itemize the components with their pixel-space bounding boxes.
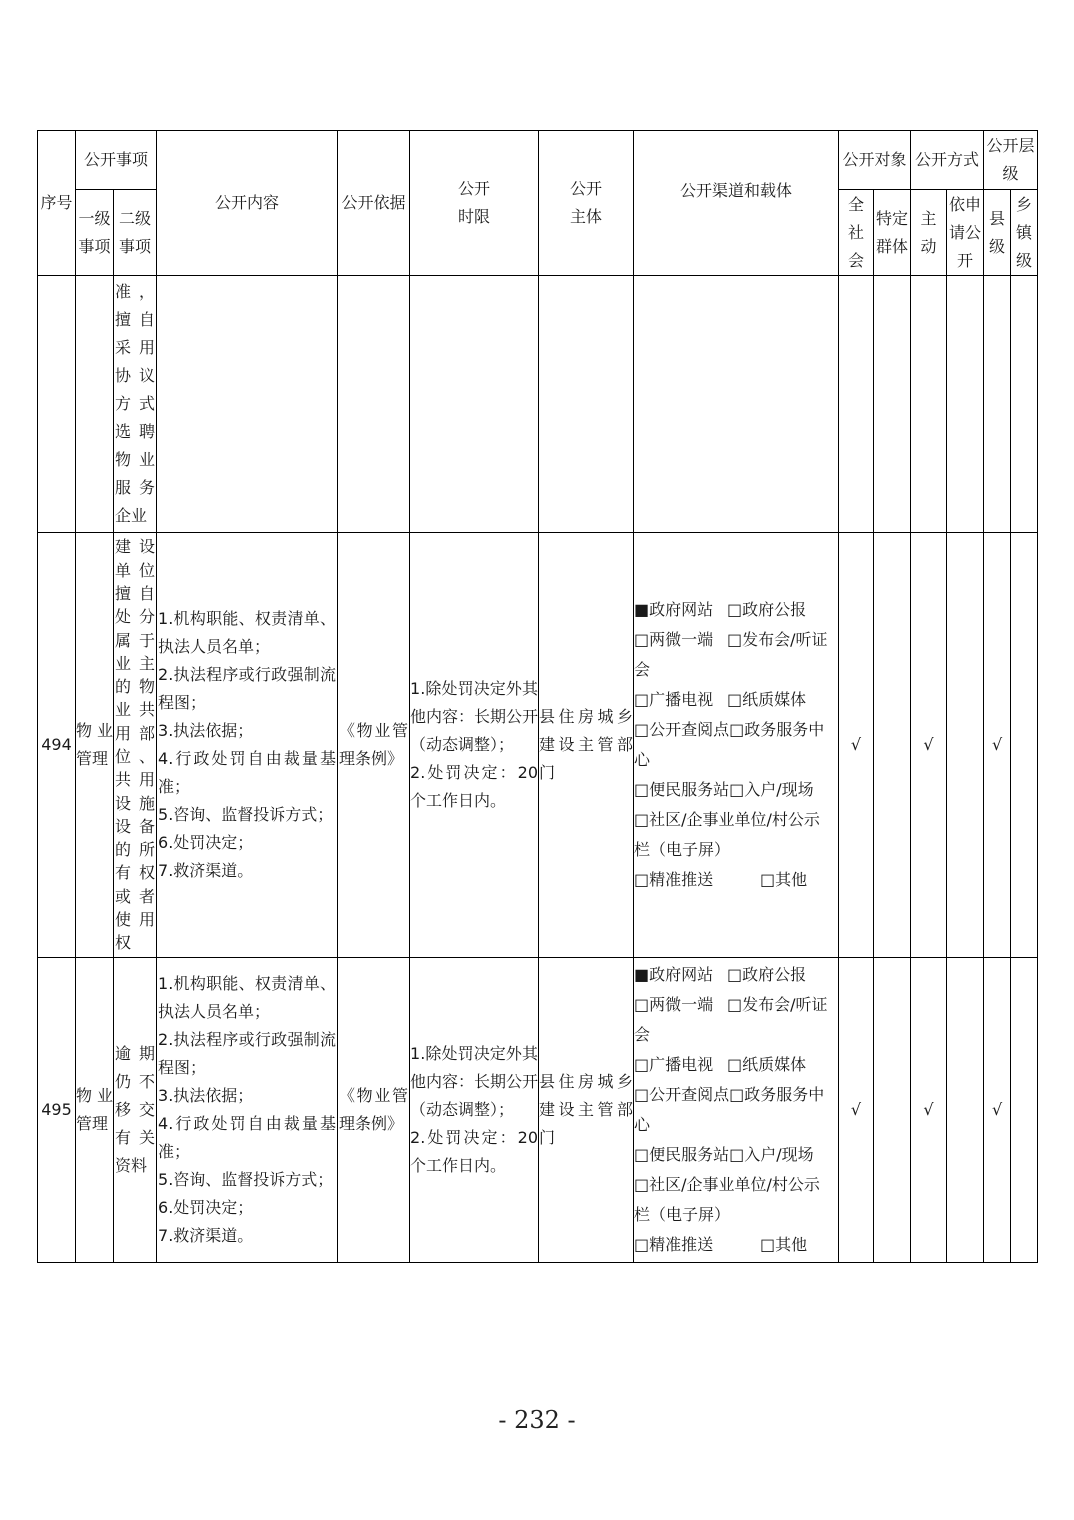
channel-cell — [634, 533, 839, 958]
method-request-check — [947, 958, 984, 1263]
subject-cell — [539, 276, 634, 533]
level-county-check: √ — [984, 958, 1011, 1263]
channel-line — [634, 1050, 834, 1080]
header-level: 公开层级 — [984, 131, 1038, 190]
content-item: 7.救济渠道。 — [158, 1226, 254, 1245]
content-item: 3.执法依据； — [158, 721, 254, 740]
channel-line — [634, 775, 834, 805]
page-number: - 232 - — [498, 1406, 576, 1434]
table-body — [38, 276, 1038, 1263]
content-item: 6.处罚决定； — [158, 1198, 254, 1217]
header-subject — [539, 131, 634, 276]
channel-option: □社区/企事业单位/村公示栏（电子屏） — [634, 1175, 820, 1224]
header-seq: 序号 — [38, 131, 76, 276]
time-limit-item: 2.处罚决定：20个工作日内。 — [410, 763, 539, 810]
level-county-check — [984, 276, 1011, 533]
seq-cell: 495 — [38, 958, 76, 1263]
time-limit-item: 2.处罚决定：20个工作日内。 — [410, 1128, 539, 1175]
header-basis: 公开依据 — [338, 131, 410, 276]
basis-cell: 《物业管理条例》 — [338, 533, 410, 958]
header-level-town: 乡镇级 — [1011, 190, 1038, 276]
level1-cell: 物业管理 — [76, 958, 114, 1263]
audience-specific-check — [874, 533, 911, 958]
header-subject-label: 公开主体 — [570, 179, 603, 226]
header-method-active-label: 主动 — [920, 208, 937, 256]
channel-option: ■政府网站 — [634, 965, 714, 984]
level-town-check — [1011, 958, 1038, 1263]
channel-option: □发布会/听证会 — [634, 630, 828, 679]
header-method: 公开方式 — [911, 131, 984, 190]
channel-option: □政府公报 — [727, 600, 807, 619]
channel-line — [634, 1170, 834, 1230]
content-item: 3.执法依据； — [158, 1086, 254, 1105]
time-limit-item: 1.除处罚决定外其他内容：长期公开（动态调整）； — [410, 679, 539, 754]
header-level2: 二级事项 — [114, 190, 157, 276]
header-audience-all — [839, 190, 874, 276]
channel-option: □社区/企事业单位/村公示栏（电子屏） — [634, 810, 820, 859]
channel-option: □精准推送 — [634, 870, 714, 889]
header-audience-all-label: 全社会 — [848, 194, 865, 270]
level-town-check — [1011, 276, 1038, 533]
header-audience-specific: 特定群体 — [874, 190, 911, 276]
header-content: 公开内容 — [157, 131, 338, 276]
table-header — [38, 131, 1038, 276]
time-limit-cell — [410, 533, 539, 958]
subject-cell: 县住房城乡建设主管部门 — [539, 533, 634, 958]
channel-option: □发布会/听证会 — [634, 995, 828, 1044]
header-time-limit-label: 公开时限 — [458, 179, 491, 226]
content-item: 2.执法程序或行政强制流程图； — [158, 665, 337, 712]
content-item: 1.机构职能、权责清单、执法人员名单； — [158, 974, 337, 1021]
channel-option: □便民服务站 — [634, 1145, 730, 1164]
header-channel: 公开渠道和载体 — [634, 131, 839, 276]
content-item: 5.咨询、监督投诉方式； — [158, 805, 334, 824]
disclosure-table — [37, 130, 1038, 1263]
table-row — [38, 276, 1038, 533]
audience-all-check — [839, 276, 874, 533]
header-audience: 公开对象 — [839, 131, 911, 190]
channel-line — [634, 685, 834, 715]
channel-line — [634, 805, 834, 865]
method-request-check — [947, 276, 984, 533]
channel-option: □精准推送 — [634, 1235, 714, 1254]
method-request-check — [947, 533, 984, 958]
basis-cell — [338, 276, 410, 533]
channel-option: □公开查阅点 — [634, 1085, 730, 1104]
channel-option: □纸质媒体 — [727, 1055, 807, 1074]
channel-option: □入户/现场 — [729, 780, 814, 799]
content-cell — [157, 276, 338, 533]
channel-line — [634, 1080, 834, 1140]
content-cell — [157, 533, 338, 958]
content-item: 4.行政处罚自由裁量基准； — [158, 1114, 337, 1161]
content-item: 6.处罚决定； — [158, 833, 254, 852]
time-limit-cell — [410, 276, 539, 533]
header-items: 公开事项 — [76, 131, 157, 190]
header-level-county: 县级 — [984, 190, 1011, 276]
time-limit-cell — [410, 958, 539, 1263]
level2-cell: 建设单位擅自处分属于业主的物业共用部位、共用设施设备的所有权或者使用权 — [114, 533, 157, 958]
table-row — [38, 958, 1038, 1263]
audience-specific-check — [874, 958, 911, 1263]
channel-option: □广播电视 — [634, 1055, 714, 1074]
seq-cell: 494 — [38, 533, 76, 958]
channel-line — [634, 1230, 834, 1260]
audience-specific-check — [874, 276, 911, 533]
channel-option: □广播电视 — [634, 690, 714, 709]
channel-option: □便民服务站 — [634, 780, 730, 799]
level1-cell: 物业管理 — [76, 533, 114, 958]
channel-line — [634, 595, 834, 625]
channel-line — [634, 960, 834, 990]
channel-cell — [634, 276, 839, 533]
method-active-check: √ — [911, 958, 947, 1263]
time-limit-item: 1.除处罚决定外其他内容：长期公开（动态调整）； — [410, 1044, 539, 1119]
method-active-check: √ — [911, 533, 947, 958]
channel-cell — [634, 958, 839, 1263]
channel-option: □政务服务中心 — [634, 720, 825, 769]
level1-cell — [76, 276, 114, 533]
channel-line — [634, 1140, 834, 1170]
channel-option: □入户/现场 — [729, 1145, 814, 1164]
channel-option: □其他 — [760, 870, 808, 889]
content-item: 2.执法程序或行政强制流程图； — [158, 1030, 337, 1077]
audience-all-check: √ — [839, 533, 874, 958]
channel-option: □纸质媒体 — [727, 690, 807, 709]
channel-line — [634, 625, 834, 685]
audience-all-check: √ — [839, 958, 874, 1263]
channel-option: □政务服务中心 — [634, 1085, 825, 1134]
level-town-check — [1011, 533, 1038, 958]
method-active-check — [911, 276, 947, 533]
content-item: 7.救济渠道。 — [158, 861, 254, 880]
subject-cell: 县住房城乡建设主管部门 — [539, 958, 634, 1263]
content-item: 5.咨询、监督投诉方式； — [158, 1170, 334, 1189]
level-county-check: √ — [984, 533, 1011, 958]
channel-line — [634, 990, 834, 1050]
level2-cell: 准，擅自采用协议方式选聘物业服务企业 — [114, 276, 157, 533]
channel-option: □两微一端 — [634, 630, 714, 649]
level2-cell: 逾期仍不移交有关资料 — [114, 958, 157, 1263]
channel-option: □政府公报 — [727, 965, 807, 984]
seq-cell — [38, 276, 76, 533]
header-method-active — [911, 190, 947, 276]
content-cell — [157, 958, 338, 1263]
header-level1: 一级事项 — [76, 190, 114, 276]
channel-line — [634, 715, 834, 775]
table-row — [38, 533, 1038, 958]
content-item: 1.机构职能、权责清单、执法人员名单； — [158, 609, 337, 656]
content-item: 4.行政处罚自由裁量基准； — [158, 749, 337, 796]
basis-cell: 《物业管理条例》 — [338, 958, 410, 1263]
channel-option: □其他 — [760, 1235, 808, 1254]
channel-option: ■政府网站 — [634, 600, 714, 619]
channel-option: □公开查阅点 — [634, 720, 730, 739]
header-method-request: 依申请公开 — [947, 190, 984, 276]
channel-line — [634, 865, 834, 895]
header-row — [38, 131, 1038, 190]
header-time-limit — [410, 131, 539, 276]
channel-option: □两微一端 — [634, 995, 714, 1014]
